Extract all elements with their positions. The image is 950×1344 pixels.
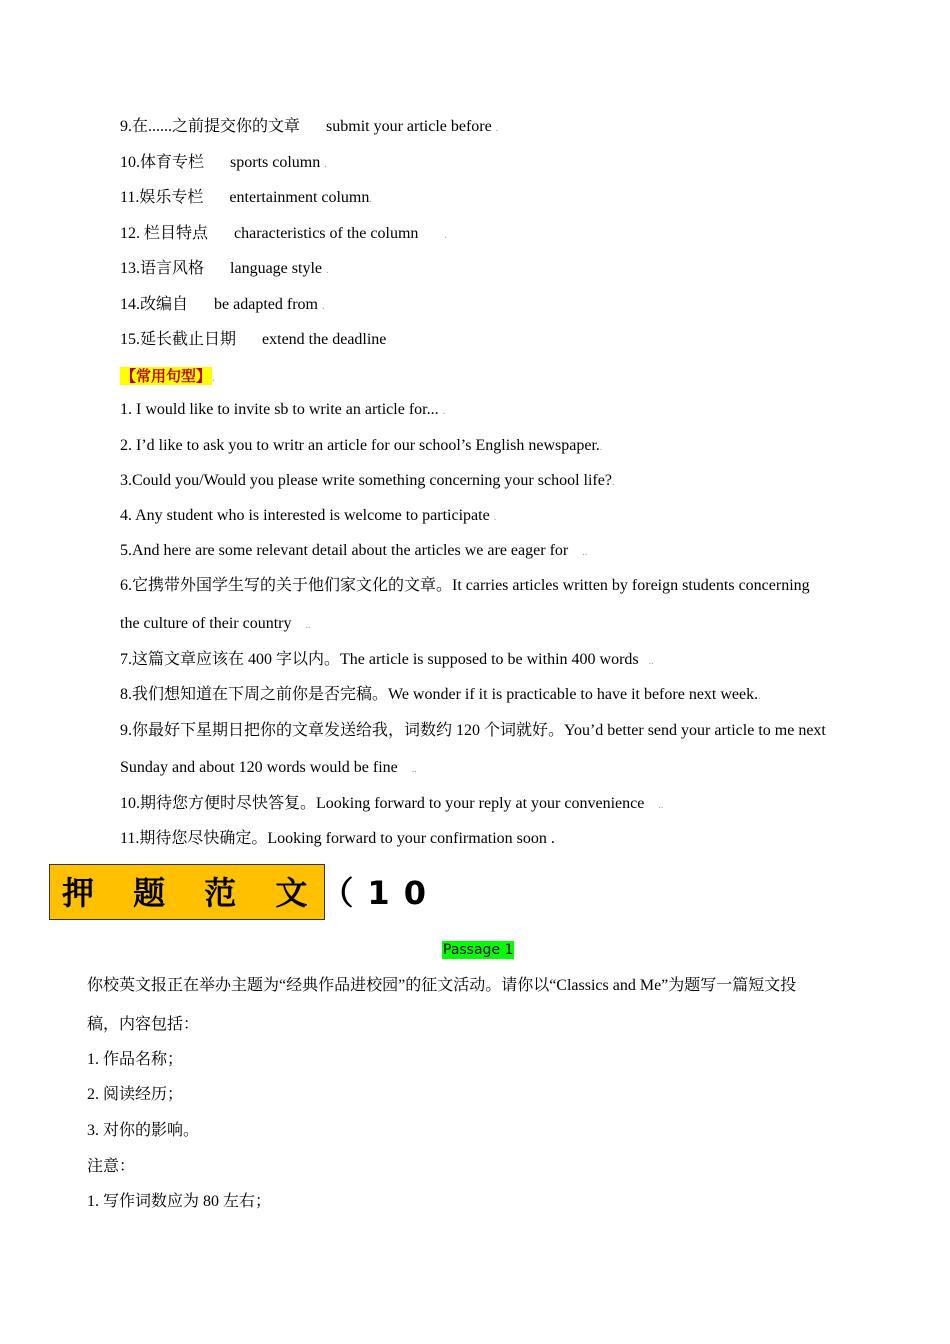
prompt-item-2: [87, 1085, 183, 1105]
phrase-en: extend the deadline: [262, 331, 387, 348]
prompt-line-1: [87, 976, 796, 996]
phrase-en: language style: [230, 260, 322, 277]
sentence-text: 10.期待您方便时尽快答复。Looking forward to your reply at your convenience: [120, 795, 645, 812]
prompt-text: 3. 对你的影响。: [87, 1122, 200, 1139]
phrase-en: submit your article before: [326, 118, 492, 135]
paragraph-mark-icon: .: [493, 512, 497, 523]
sentence-text: 4. Any student who is interested is welcome to participate: [120, 507, 490, 524]
sentence-text: the culture of their country: [120, 615, 292, 632]
sentence-text: 8.我们想知道在下周之前你是否完稿。We wonder if it is practicable to have it before next week.: [120, 686, 759, 703]
sentence-9: [120, 721, 826, 741]
phrase-en: entertainment column: [229, 189, 370, 206]
phrase-9: [120, 117, 498, 139]
sentence-11: [120, 829, 555, 849]
phrase-11: [120, 188, 372, 210]
sentence-text: 11.期待您尽快确定。Looking forward to your confirmation soon .: [120, 830, 555, 847]
sentence-text: 3.Could you/Would you please write something concerning your school life?: [120, 472, 612, 489]
prompt-note-1: [87, 1192, 271, 1212]
sentence-3: [120, 471, 614, 493]
sentence-text: 6.它携带外国学生写的关于他们家文化的文章。It carries articles written by foreign students concerning: [120, 577, 810, 594]
paragraph-mark-icon: ..: [582, 547, 588, 558]
paragraph-mark-icon: .: [758, 691, 761, 702]
sentence-text: 5.And here are some relevant detail about the articles we are eager for: [120, 542, 569, 559]
patterns-heading: 【常用句型】: [121, 367, 212, 385]
paragraph-mark-icon: ..: [411, 764, 417, 775]
section-banner: [49, 864, 440, 920]
sentence-5: [120, 541, 587, 563]
phrase-cn: 15.延长截止日期: [120, 331, 237, 348]
paragraph-mark-icon: ..: [648, 656, 654, 667]
phrase-cn: 13.语言风格: [120, 260, 205, 277]
phrase-cn: 12. 栏目特点: [120, 225, 209, 242]
paragraph-mark-icon: ..: [658, 800, 664, 811]
sentence-4: [120, 506, 496, 528]
sentence-text: 1. I would like to invite sb to write an article for...: [120, 401, 439, 418]
paragraph-mark-icon: .: [324, 159, 327, 170]
prompt-text: 注意：: [87, 1158, 136, 1175]
paragraph-mark-icon: .: [442, 406, 446, 417]
prompt-text: 你校英文报正在举办主题为“经典作品进校园”的征文活动。请你以“Classics and Me”为题写一篇短文投: [87, 977, 797, 994]
section-title: 押 题 范 文（10: [62, 874, 440, 912]
phrase-14: [120, 295, 324, 317]
sentence-text: 2. I’d like to ask you to writr an article for our school’s English newspaper.: [120, 437, 600, 454]
prompt-item-1: [87, 1050, 183, 1070]
paragraph-mark-icon: .: [611, 477, 615, 488]
paragraph-mark-icon: ..: [305, 620, 311, 631]
sentence-6: [120, 576, 810, 596]
phrase-15: [120, 330, 386, 350]
paragraph-mark-icon: .: [369, 194, 372, 205]
patterns-heading-line: [120, 366, 215, 389]
phrase-en: sports column: [230, 154, 321, 171]
paragraph-mark-icon: .: [321, 301, 325, 312]
phrase-cn: 10.体育专栏: [120, 154, 205, 171]
sentence-2: [120, 436, 602, 458]
sentence-text: 9.你最好下星期日把你的文章发送给我，词数约 120 个词就好。You’d better send your article to me next: [120, 722, 826, 739]
sentence-9-continued: [120, 758, 417, 780]
sentence-6-continued: [120, 614, 311, 636]
sentence-10: [120, 794, 663, 816]
prompt-text: 2. 阅读经历；: [87, 1086, 184, 1103]
paragraph-mark-icon: .: [599, 442, 603, 453]
prompt-text: 1. 作品名称；: [87, 1051, 184, 1068]
sentence-7: [120, 650, 654, 672]
paragraph-mark-icon: .: [212, 373, 215, 384]
prompt-item-3: [87, 1121, 199, 1141]
prompt-line-2: [87, 1015, 199, 1035]
paragraph-mark-icon: .: [325, 265, 329, 276]
prompt-text: 稿，内容包括：: [87, 1016, 200, 1033]
prompt-text: 1. 写作词数应为 80 左右；: [87, 1193, 272, 1210]
phrase-en: characteristics of the column: [234, 225, 419, 242]
passage-label: Passage 1: [443, 942, 514, 958]
sentence-8: [120, 685, 761, 707]
phrase-cn: 14.改编自: [120, 296, 189, 313]
sentence-text: Sunday and about 120 words would be fine: [120, 759, 398, 776]
prompt-note-heading: [87, 1157, 135, 1177]
phrase-cn: 9.在......之前提交你的文章: [120, 118, 301, 135]
phrase-cn: 11.娱乐专栏: [120, 189, 204, 206]
paragraph-mark-icon: .: [495, 123, 499, 134]
sentence-1: [120, 400, 445, 422]
phrase-en: be adapted from: [214, 296, 318, 313]
phrase-13: [120, 259, 328, 281]
phrase-12: [120, 224, 447, 246]
paragraph-mark-icon: .: [444, 230, 447, 241]
phrase-10: [120, 153, 327, 175]
sentence-text: 7.这篇文章应该在 400 字以内。The article is supposed to be within 400 words: [120, 651, 639, 668]
